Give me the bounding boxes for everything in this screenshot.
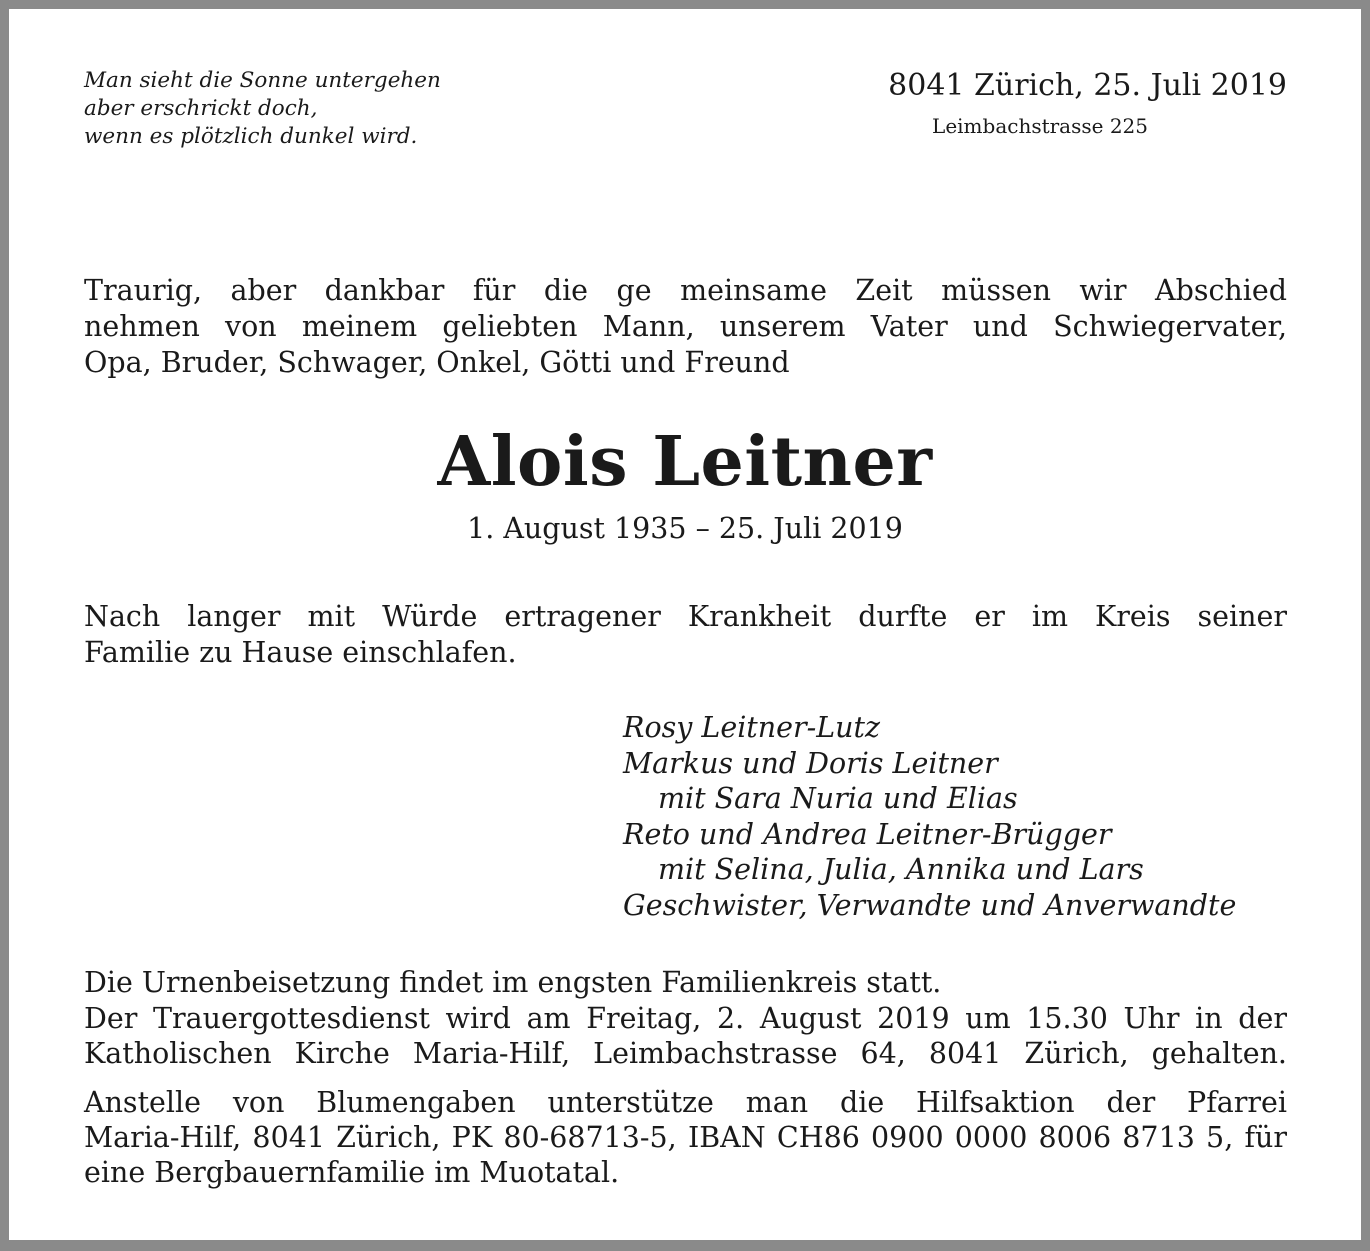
mourner-entry: Rosy Leitner-Lutz: [623, 711, 880, 744]
mourner-entry: Reto und Andrea Leitner-Brügger: [623, 817, 1112, 851]
intro-line: nehmen von meinem geliebten Mann, unserem Vater und Schwiegervater,: [84, 310, 1287, 343]
mourner-entry: mit Selina, Julia, Annika und Lars: [658, 853, 1144, 886]
intro-line: Opa, Bruder, Schwager, Onkel, Götti und Freund: [84, 346, 790, 379]
deceased-name: Alois Leitner: [437, 422, 933, 502]
obituary-notice: [9, 9, 1361, 1240]
intro-line: Traurig, aber dankbar für die ge meinsame Zeit müssen wir Abschied: [84, 274, 1287, 307]
donation-line: Anstelle von Blumengaben unterstütze man die Hilfsaktion der Pfarrei: [84, 1086, 1287, 1119]
mourner-entry: mit Sara Nuria und Elias: [658, 782, 1018, 815]
motto-line: aber erschrickt doch,: [84, 96, 318, 121]
motto-line: Man sieht die Sonne untergehen: [84, 68, 441, 93]
intro-paragraph: [84, 273, 1287, 381]
place-date: 8041 Zürich, 25. Juli 2019: [888, 68, 1287, 103]
donation-info: [84, 1085, 1287, 1190]
funeral-info: [84, 965, 1287, 1072]
death-note-line: Familie zu Hause einschlafen.: [84, 636, 517, 669]
mourners-list: [623, 710, 1236, 923]
funeral-line: Die Urnenbeisetzung findet im engsten Familienkreis statt.: [84, 966, 942, 999]
life-dates: 1. August 1935 – 25. Juli 2019: [467, 512, 903, 545]
mourner-entry: Geschwister, Verwandte und Anverwandte: [623, 888, 1237, 922]
street-address: Leimbachstrasse 225: [932, 114, 1148, 138]
motto-line: wenn es plötzlich dunkel wird.: [84, 124, 418, 149]
death-note: [84, 599, 1287, 671]
motto-quote: [84, 67, 564, 151]
funeral-line: Katholischen Kirche Maria-Hilf, Leimbachstrasse 64, 8041 Zürich, gehalten.: [84, 1037, 1287, 1070]
donation-line: Maria-Hilf, 8041 Zürich, PK 80-68713-5, IBAN CH86 0900 0000 8006 8713 5, für: [84, 1121, 1287, 1154]
death-note-line: Nach langer mit Würde ertragener Krankheit durfte er im Kreis seiner: [84, 600, 1287, 633]
donation-line: eine Bergbauernfamilie im Muotatal.: [84, 1156, 620, 1189]
funeral-line: Der Trauergottesdienst wird am Freitag, 2. August 2019 um 15.30 Uhr in der: [84, 1001, 1287, 1035]
mourner-entry: Markus und Doris Leitner: [623, 746, 998, 780]
